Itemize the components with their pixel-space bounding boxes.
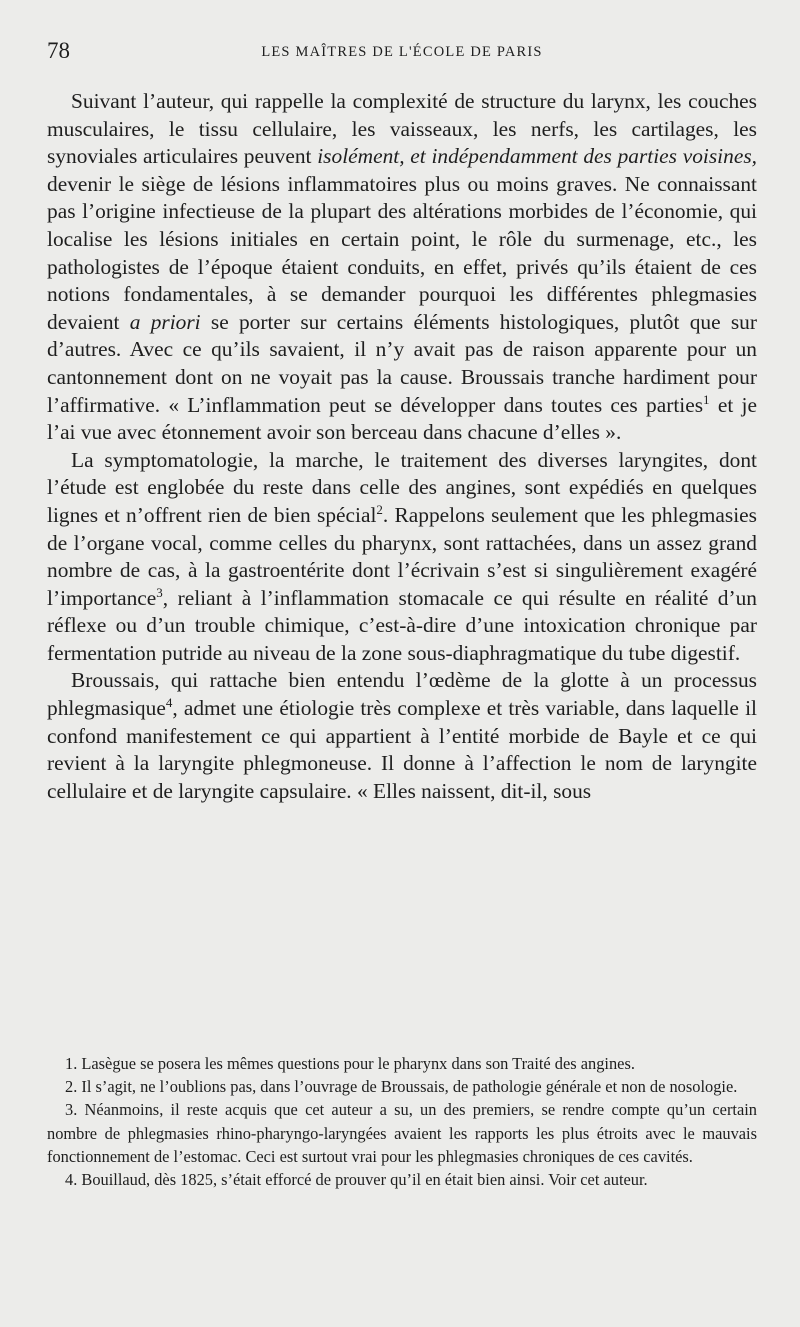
footnote-3: 3. Néanmoins, il reste acquis que cet auteur a su, un des premiers, se rendre compte qu’un certain nombre de phlegmasies rhino-pharyngo-laryngées avaient les rapports les plus étroits avec le mauvais fonctionnement de l’estomac. Ceci est surtout vrai pour les phlegmasies chroniques de ces cavités. xyxy=(47,1100,757,1166)
running-head: LES MAÎTRES DE L'ÉCOLE DE PARIS xyxy=(261,44,543,60)
paragraph-2 xyxy=(47,447,757,668)
paragraph-1-italic-2: a priori xyxy=(129,309,201,334)
footnote-4: 4. Bouillaud, dès 1825, s’était efforcé de prouver qu’il en était bien ainsi. Voir cet auteur. xyxy=(65,1170,648,1190)
paragraph-2-text-3: , reliant à l’inflammation stomacale ce qui résulte en réalité d’un réflexe ou d’un trouble chimique, c’est-à-dire d’une intoxication chronique par fermentation putride au niveau de la zone sous-diaphragmatique du tube digestif. xyxy=(47,585,757,665)
paragraph-1-italic-1: isolément, et indépendamment des parties voisines, xyxy=(317,144,757,169)
footnote-ref-1: 1 xyxy=(703,391,710,407)
footnote-2: 2. Il s’agit, ne l’oublions pas, dans l’ouvrage de Broussais, de pathologie générale et non de nosologie. xyxy=(65,1077,738,1097)
footnote-ref-3: 3 xyxy=(156,584,163,600)
paragraph-2-text-2: . Rappelons seulement que les phlegmasies de l’organe vocal, comme celles du pharynx, sont rattachées, dans un assez grand nombre de cas, à la gastroentérite dont l’écrivain s’est si singulièrement exagéré l’importance xyxy=(47,502,757,610)
page-number: 78 xyxy=(47,38,70,63)
paragraph-1 xyxy=(47,88,757,447)
footnote-ref-2: 2 xyxy=(376,501,383,517)
paragraph-2-text-1: La symptomatologie, la marche, le traitement des diverses laryngites, dont l’étude est englobée du reste dans celle des angines, sont expédiés en quelques lignes et n’offrent rien de bien spécial xyxy=(47,447,757,527)
footnote-1: 1. Lasègue se posera les mêmes questions pour le pharynx dans son Traité des angines. xyxy=(65,1054,635,1073)
paragraph-1-text-1: Suivant l’auteur, qui rappelle la complexité de structure du larynx, les couches musculaires, le tissu cellulaire, les vaisseaux, les nerfs, les cartilages, les synoviales articulaires peuvent xyxy=(47,89,757,169)
paragraph-3-text-1: Broussais, qui rattache bien entendu l’œdème de la glotte à un processus phlegmasique xyxy=(47,668,757,721)
paragraph-1-text-2: devenir le siège de lésions inflammatoires plus ou moins graves. Ne connaissant pas l’origine infectieuse de la plupart des altérations morbides de l’économie, qui localise les lésions initiales en certain point, le rôle du surmenage, etc., les pathologistes de l’époque étaient conduits, en effet, privés qu’ils étaient de ces notions fondamentales, à se demander pourquoi les différentes phlegmasies devaient xyxy=(47,171,757,334)
paragraph-3 xyxy=(47,667,757,805)
footnote-ref-4: 4 xyxy=(165,694,173,710)
body-text xyxy=(47,88,757,805)
paragraph-3-text-2: , admet une étiologie très complexe et très variable, dans laquelle il confond manifestement ce qui appartient à l’entité morbide de Bayle et ce qui revient à la laryngite phlegmoneuse. Il donne à l’affection le nom de laryngite cellulaire et de laryngite capsulaire. « Elles naissent, dit-il, sous xyxy=(47,696,757,803)
paragraph-1-text-4: et je l’ai vue avec étonnement avoir son berceau dans chacune d’elles ». xyxy=(47,392,757,445)
footnotes xyxy=(47,1052,757,1191)
paragraph-1-text-3: se porter sur certains éléments histologiques, plutôt que sur d’autres. Avec ce qu’ils savaient, il n’y avait pas de raison apparente pour un cantonnement dont on ne voyait pas la cause. Broussais tranche hardiment pour l’affirmative. « L’inflammation peut se développer dans toutes ces parties xyxy=(47,309,757,417)
page-header xyxy=(47,38,757,68)
